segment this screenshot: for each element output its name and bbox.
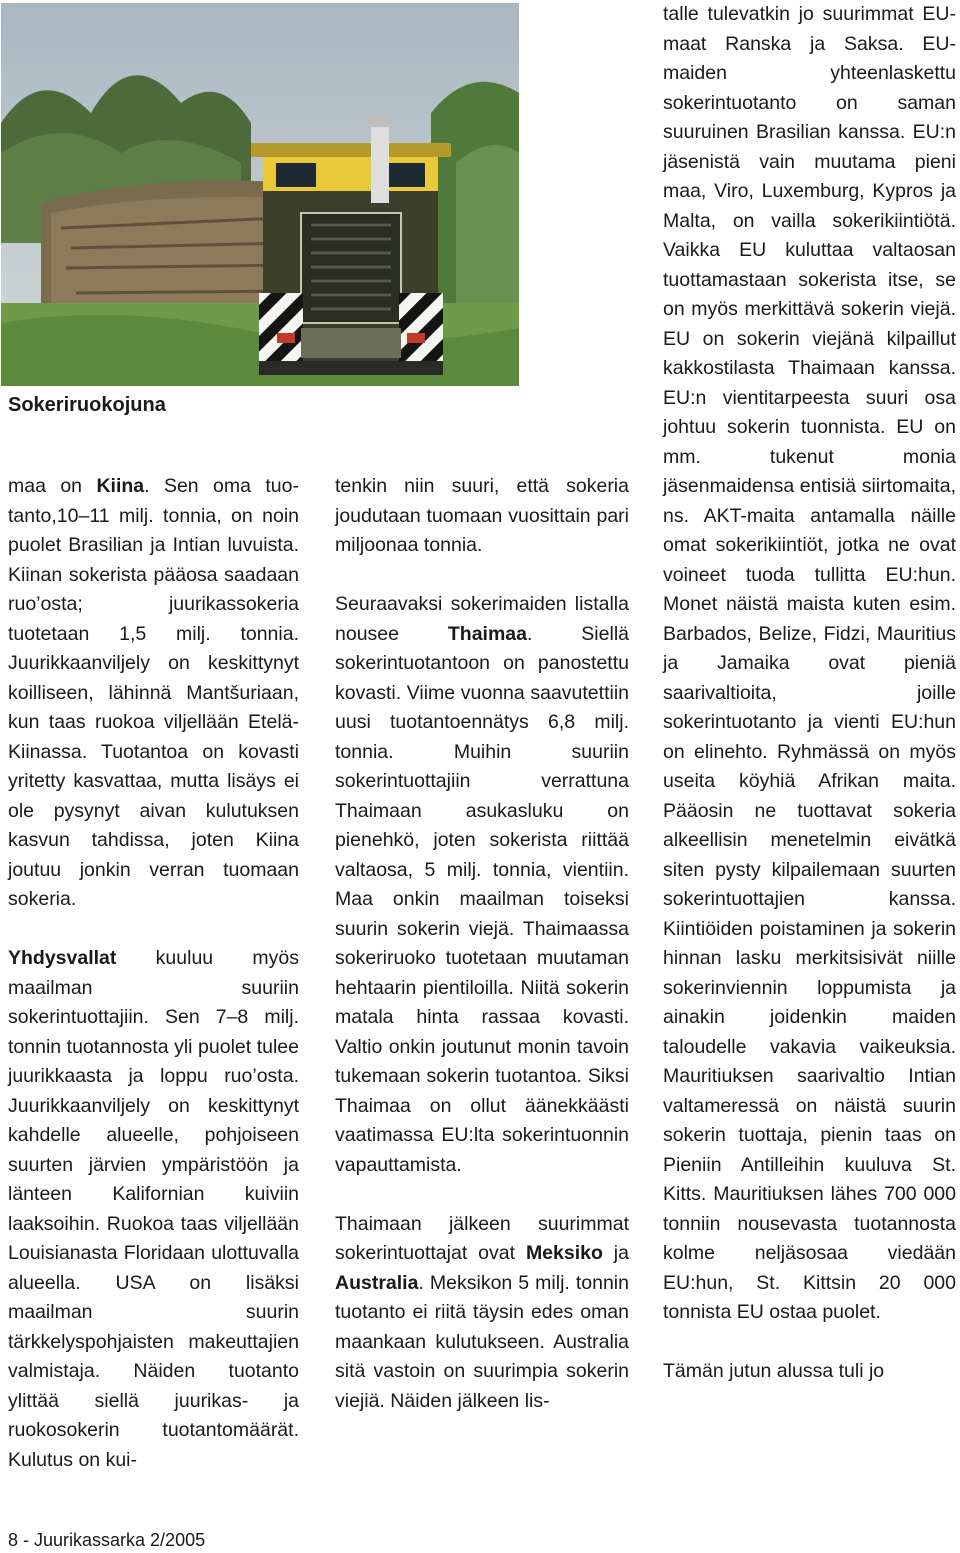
article-column-3: [663, 0, 956, 1387]
paragraph-eu: talle tulevatkin jo suurimmat EU-maat Ranska ja Saksa. EU- maiden yhteenlaskettu sokerintuotanto on saman suuruinen Brasilian kanssa. EU:n jäsenistä vain muutama pieni maa, Viro, Luxemburg, Kypros ja Malta, on vailla sokerikiintiötä. Vaikka EU kuluttaa valtaosan tuottamastaan sokerista itse, se on myös merkittävä sokerin viejä. EU on sokerin viejänä kilpaillut kakkostilasta Thaimaan kanssa. EU:n vientitarpeesta suuri osa johtuu sokerin tuonnista. EU on mm. tukenut monia jäsenmaidensa entisiä siirtomaita, ns. AKT-maita antamalla näille omat sokerikiintiöt, jotka ne ovat voineet tuoda tullitta EU:hun. Monet näistä maista kuten esim. Barbados, Belize, Fidzi, Mauritius ja Jamaika ovat pieniä saarivaltioita, joille sokerintuotanto ja vienti EU:hun on elinehto. Ryhmässä on myös useita köyhiä Afrikan maita. Pääosin ne tuottavat sokeria alkeellisin menetelmin eivätkä siten pysty kilpailemaan suurten sokerintuottajien kanssa. Kiintiöiden poistaminen ja sokerin hinnan lasku merkitsisivät niille sokerinviennin loppumista ja ainakin joidenkin maiden taloudelle vakavia vaikeuksia. Mauritiuksen saarivaltio Intian valtameressä on näistä suurin sokerin tuottaja, pienin taas on Pieniin Antilleihin kuuluva St. Kitts. Mauritiuksen lähes 700 000 tonniin nousevasta tuotannosta kolme neljäsosaa viedään EU:hun, St. Kittsin 20 000 tonnista EU ostaa puolet.: [663, 3, 956, 1323]
paragraph-mexico-australia: Thaimaan jälkeen suurimmat sokerintuottajat ovat Meksiko ja Australia. Meksikon 5 milj. tonnin tuotanto ei riitä täysin edes oman maankaan kulutukseen. Australia sitä vastoin on suurimpia sokerin viejiä. Näiden jälkeen lis-: [335, 1212, 629, 1412]
paragraph-thailand: Seuraavaksi sokerimaiden listalla nousee Thaimaa. Siellä sokerintuotantoon on panostettu kovasti. Viime vuonna saavutettiin uusi tuotantoennätys 6,8 milj. tonnia. Muihin suuriin sokerintuottajiin verrattuna Thaimaan asukasluku on pienehkö, joten sokerista riittää valtaosa, 5 milj. tonnia, vientiin. Maa onkin maailman toiseksi suurin sokerin viejä. Thaimaassa sokeriruoko tuotetaan muutaman hehtaarin pientiloilla. Niitä sokerin matala hinta rassaa kovasti. Valtio onkin joutunut monin tavoin tukemaan sokerin tuotantoa. Siksi Thaimaa on ollut äänekkäästi vaatimassa EU:lta sokerintuonnin vapauttamista.: [335, 593, 629, 1176]
article-column-2: [335, 472, 629, 1416]
sugar-cane-train-photo: [1, 3, 519, 386]
article-column-1: [8, 472, 299, 1475]
paragraph-usa-continued: tenkin niin suuri, että sokeria joudutaan tuomaan vuosittain pari miljoonaa tonnia.: [335, 475, 629, 556]
paragraph-closing: Tämän jutun alussa tuli jo: [663, 1360, 885, 1382]
page-footer: 8 - Juurikassarka 2/2005: [8, 1530, 206, 1550]
paragraph-china: maa on Kiina. Sen oma tuo-tanto,10–11 milj. tonnia, on noin puolet Brasilian ja Intian luvuista. Kiinan sokerista pääosa saadaan ruo’osta; juurikassokeria tuotetaan 1,5 milj. tonnia. Juurikkaanviljely on keskittynyt koilliseen, lähinnä Mantšuriaan, kun taas ruokoa viljellään Etelä-Kiinassa. Tuotantoa on kovasti yritetty kasvattaa, mutta lisäys ei ole pysynyt aivan kulutuksen kasvun tahdissa, joten Kiina joutuu jonkin verran tuomaan sokeria.: [8, 475, 299, 910]
photo-caption: Sokeriruokojuna: [8, 394, 166, 416]
paragraph-usa: Yhdysvallat kuuluu myös maailman suuriin sokerintuottajiin. Sen 7–8 milj. tonnin tuotannosta yli puolet tulee juurikkaasta ja loppu ruo’osta. Juurikkaanviljely on keskittynyt kahdelle alueelle, pohjoiseen suurten järvien ympäristöön ja länteen Kalifornian kuiviin laaksoihin. Ruokoa taas viljellään Louisianasta Floridaan ulottuvalla alueella. USA on lisäksi maailman suurin tärkkelyspohjaisten makeuttajien valmistaja. Näiden tuotanto ylittää siellä juurikas- ja ruokosokerin tuotantomäärät. Kulutus on kui-: [8, 947, 299, 1471]
